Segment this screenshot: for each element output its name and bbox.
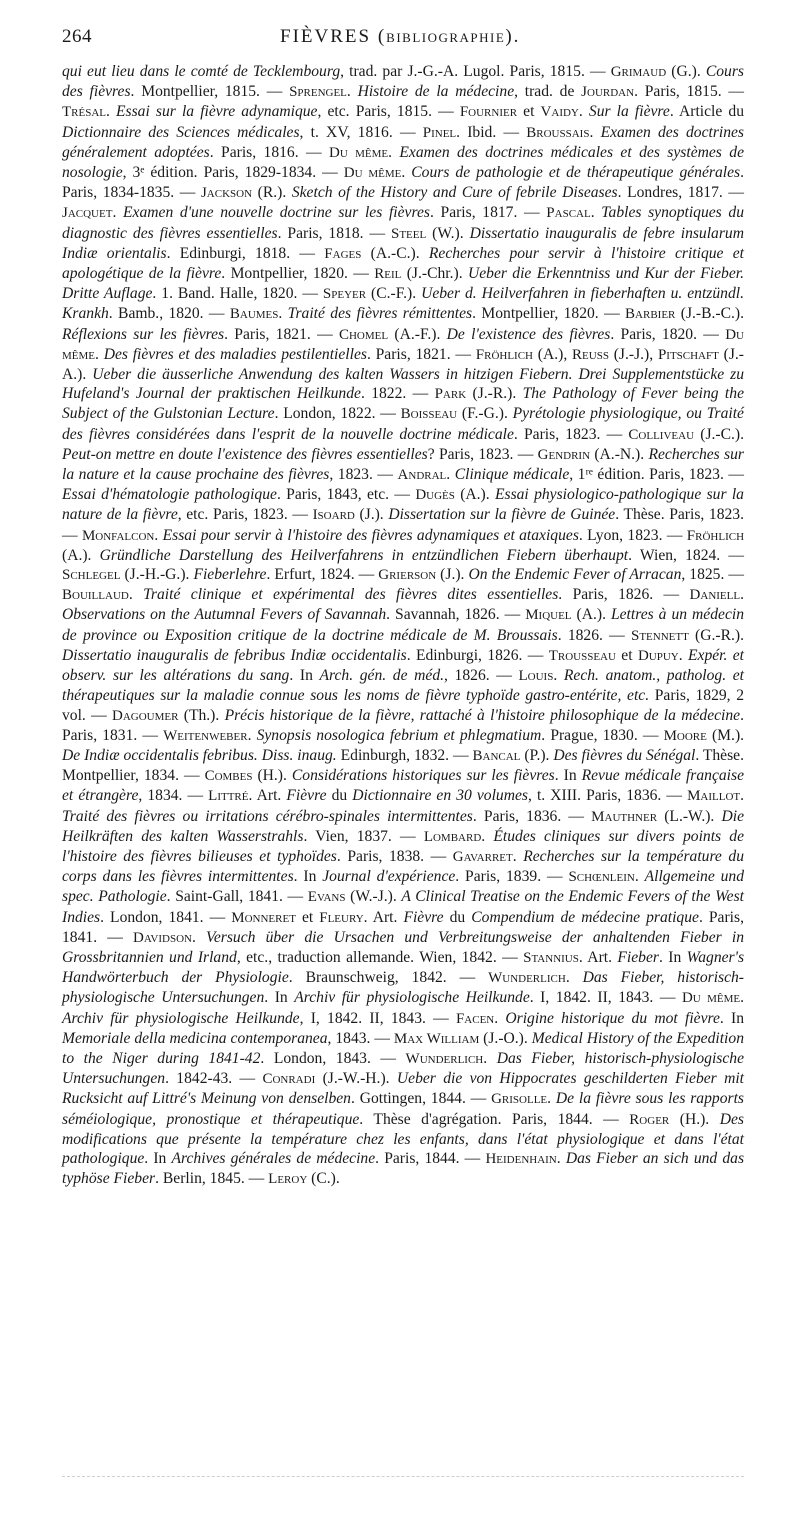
text-run: et (295, 908, 320, 926)
text-run: (J.-H.-G.). (120, 566, 194, 584)
work-title: Considérations historiques sur les fièvres (291, 767, 555, 785)
author-name: Louis (518, 668, 554, 685)
text-run: du (326, 787, 353, 805)
author-name: Grimaud (610, 64, 667, 80)
text-run: (A.-C.). (361, 244, 429, 262)
work-title: Examen d'une nouvelle doctrine sur les fièvres (123, 204, 430, 222)
text-run: . (740, 787, 745, 805)
work-title: Essai d'hématologie pathologique (62, 486, 277, 504)
text-run: . Gottingen, 1844. — (350, 1090, 492, 1108)
text-run: . In (144, 1149, 172, 1167)
text-run: ? Paris, 1823. — (427, 445, 538, 463)
author-name: Chomel (338, 326, 389, 343)
text-run: . Paris, 1816. — (209, 143, 330, 161)
text-run: . (401, 164, 412, 182)
text-run: . In (264, 989, 295, 1007)
author-name: Mauthner (591, 808, 658, 825)
text-run: (J.). (354, 506, 389, 524)
work-title: Journal d'expérience (322, 868, 456, 886)
work-title: Das Fieber an sich und das typhöse Fieber (62, 1149, 745, 1188)
text-run: . (678, 646, 688, 664)
work-title: Fièvre (403, 908, 444, 926)
text-run: . Paris, 1818. — (277, 224, 391, 242)
author-name: Wunderlich (405, 1050, 484, 1067)
text-run: . Erfurt, 1824. — (266, 566, 379, 584)
author-name: Schœnlein (568, 869, 635, 886)
text-run: . Wien, 1824. — (628, 546, 744, 564)
work-title: Essai sur la fièvre adynamique (116, 103, 318, 121)
text-run: . In (293, 868, 323, 886)
text-run: (J.-R.). (466, 385, 523, 403)
author-name: Trousseau (548, 647, 616, 664)
text-run: . 1822. — (360, 385, 435, 403)
text-run: . (740, 989, 744, 1007)
text-run: . Bamb., 1820. — (108, 305, 230, 323)
author-name: Weitenweber (163, 727, 248, 744)
text-run: Edinburgh, 1832. — (336, 746, 473, 764)
text-run: , etc. Paris, 1815. — (317, 103, 460, 121)
author-name: Davidson (133, 929, 192, 946)
text-run: . Article du (669, 103, 745, 121)
author-name: Reil (374, 266, 402, 283)
work-title: Fieberlehre (193, 566, 267, 584)
text-run: . London, 1843. — (260, 1049, 406, 1067)
text-run: (W.). (426, 224, 470, 242)
work-title: Origine historique du mot fièvre (505, 1009, 720, 1027)
text-run: (H.). (252, 767, 292, 785)
text-run: . Art. (363, 908, 404, 926)
page-number: 264 (62, 26, 92, 47)
running-head (280, 26, 520, 48)
text-run: . Paris, 1841. — (62, 908, 744, 946)
text-run: . (191, 928, 207, 946)
text-run: (J.-O.). (479, 1029, 532, 1047)
work-title: Fièvre (286, 787, 327, 805)
author-name: Vaidy (540, 104, 579, 121)
author-name: Pascal (546, 205, 591, 222)
work-title: A Clinical Treatise on the Endemic Fevers of the West Indies (62, 888, 744, 926)
work-title: Compendium de médecine pratique (471, 908, 699, 926)
text-run: . (553, 667, 564, 685)
author-name: Isoard (312, 507, 355, 524)
text-run: . Paris, 1826. — (558, 586, 690, 604)
work-title: Dictionnaire des Sciences médicales (62, 123, 300, 141)
text-run: . (565, 969, 583, 987)
text-run: . (634, 868, 645, 886)
text-run: (A.). (454, 486, 495, 504)
author-name: Trésal (62, 104, 106, 121)
text-run: . Thèse. Paris, 1823. — (62, 506, 744, 544)
text-run: . London, 1822. — (274, 405, 401, 423)
author-name: Boisseau (400, 406, 458, 423)
text-run: (L.-W.). (657, 807, 722, 825)
text-run: (A.-N.). (590, 445, 649, 463)
author-name: Bancal (472, 747, 521, 764)
running-head-subtitle: BIBLIOGRAPHIE (386, 30, 506, 45)
text-run: (M.). (706, 726, 745, 744)
work-title: On the Endemic Fever of Arracan (468, 566, 682, 584)
text-run: . Montpellier, 1820. — (472, 305, 626, 323)
text-run: . (556, 1149, 566, 1167)
author-name: Dugès (415, 487, 455, 504)
text-run: . (106, 103, 117, 121)
text-run: . Edinburgi, 1826. — (406, 646, 549, 664)
text-run: . Ibid. — (456, 123, 527, 141)
author-name: Fleury (319, 909, 364, 926)
text-run: . (494, 1009, 506, 1027)
text-run: . Berlin, 1845. — (155, 1170, 269, 1188)
author-name: Pitschaft (657, 346, 719, 363)
text-run: . (740, 586, 744, 604)
text-run: , etc. Paris, 1823. — (177, 506, 313, 524)
work-title: Réflexions sur les fièvres (62, 325, 225, 343)
text-run: . Paris, 1821. — (224, 325, 339, 343)
author-name: Grisolle (491, 1091, 548, 1108)
work-title: Traité des fièvres rémittentes (287, 305, 473, 323)
running-head-main: FIÈVRES ( (280, 26, 387, 47)
work-title: qui eut lieu dans le comté de Tecklembourg (62, 63, 341, 80)
text-run: et (615, 646, 638, 664)
author-name: Leroy (268, 1171, 308, 1188)
text-run: . (446, 466, 455, 484)
work-title: Sur la fièvre (588, 103, 670, 121)
work-title: Dissertatio inauguralis de febre insularum Indiæ orientalis (62, 224, 744, 262)
text-run: . Paris, 1836. — (472, 807, 592, 825)
work-title: Archives générales de médecine (171, 1149, 376, 1167)
author-name: Combes (204, 768, 253, 785)
author-name: Colliveau (628, 426, 695, 443)
text-run: . (388, 143, 400, 161)
work-title: Ueber die Erkenntniss und Kur der Fieber. Dritte Auflage (62, 265, 744, 303)
text-run: (J.-Chr.). (401, 265, 468, 283)
text-run: . In (554, 767, 582, 785)
text-run: , 1843. — (327, 1029, 394, 1047)
author-name: Schlegel (62, 567, 121, 584)
text-run: . 1826. — (557, 626, 631, 644)
work-title: Allgemeine und spec. Pathologie (62, 868, 745, 906)
text-run: . (483, 1049, 497, 1067)
text-run: (C.-F.). (366, 285, 422, 303)
author-name: Gavarret (452, 848, 513, 865)
work-title: Die Heilkräften des kalten Wasserstrahls (62, 807, 744, 845)
work-title: Arch. gén. de méd. (319, 667, 445, 685)
text-run: Paris, 1829, 2 vol. — (62, 687, 745, 724)
bottom-rule (62, 1476, 744, 1477)
author-name: Evans (307, 889, 346, 906)
work-title: Rech. anatom., patholog. et thérapeutiques sur la maladie connue sous les noms de fièvre typhoïde gastro-entérite, etc. (62, 667, 744, 705)
text-run: . Edinburgi, 1818. — (166, 244, 325, 262)
author-name: Littré (208, 788, 249, 805)
text-run: . (95, 345, 104, 363)
text-run: . Art. (248, 787, 287, 805)
work-title: Des modifications que présente la température chez les enfants, dans l'état physiologique et dans l'état pathologique (62, 1110, 744, 1167)
author-name: Dagoumer (112, 707, 179, 724)
text-run: (P.). (520, 746, 554, 764)
text-run: . (128, 586, 144, 604)
text-run: (J.-W.-H.). (315, 1070, 397, 1088)
author-name: Fournier (459, 104, 518, 121)
author-name: Steel (391, 225, 427, 242)
text-run: (C.). (307, 1170, 340, 1188)
text-run: . Paris, 1844. — (375, 1149, 486, 1167)
text-run: (A.-F.). (388, 325, 447, 343)
work-title: Cours de pathologie et de thérapeutique générales (411, 164, 741, 182)
text-run: . London, 1841. — (100, 908, 232, 926)
text-run: , t. XV, 1816. — (299, 123, 423, 141)
work-title: Dissertation sur la fièvre de Guinée (388, 506, 616, 524)
text-run: . (589, 123, 601, 141)
author-name: Fages (324, 245, 362, 262)
author-name: Du même (329, 144, 389, 161)
text-run: et (517, 103, 541, 121)
text-run: . Londres, 1817. — (617, 184, 744, 202)
text-run: . Montpellier, 1820. — (221, 265, 375, 283)
text-run: . 1842-43. — (165, 1070, 263, 1088)
author-name: Monfalcon (81, 527, 155, 544)
work-title: Histoire de la médecine (357, 83, 515, 101)
text-run: (R.). (252, 184, 292, 202)
text-run: . (154, 526, 163, 544)
text-run: (J.-A.). (62, 345, 744, 384)
text-run: , 1834. — (138, 787, 209, 805)
text-run: , 1823. — (329, 466, 398, 484)
author-name: Stannius (523, 949, 579, 966)
text-run: . Thèse. Montpellier, 1834. — (62, 746, 744, 785)
author-name: Bouillaud (62, 587, 129, 604)
author-name: Speyer (322, 286, 367, 303)
work-title: Das Fieber, historisch-physiologische Untersuchungen (62, 969, 745, 1007)
text-run: . (590, 204, 602, 222)
author-name: Grierson (378, 567, 437, 584)
work-title: Dictionnaire en 30 volumes (352, 787, 528, 805)
text-run: . Art. (578, 948, 618, 966)
text-run: (W.-J.). (345, 888, 402, 906)
work-title: Pyrétologie physiologique, ou Traité des fièvres considérées dans l'esprit de la nouvelle doctrine médicale (62, 405, 744, 443)
work-title: De l'existence des fièvres (446, 325, 611, 343)
text-run: , 3ᵉ édition. Paris, 1829-1834. — (122, 164, 344, 182)
text-run: . Paris, 1839. — (455, 868, 569, 886)
text-run: . (278, 305, 288, 323)
text-run: (G.). (666, 63, 706, 80)
work-title: Ueber die äusserliche Anwendung des kalten Wassers in hitzigen Fiebern. Drei Supplementstücke zu Hufeland's Journal der praktischen Heilkunde (62, 366, 744, 403)
author-name: Dupuy (637, 647, 679, 664)
work-title: Synopsis nosologica febrium et phlegmatium (256, 726, 542, 744)
author-name: Jacquet (62, 205, 113, 222)
author-name: Park (434, 386, 467, 403)
text-run: . Braunschweig, 1842. — (288, 969, 489, 987)
author-name: Daniell (689, 587, 741, 604)
text-run: . (481, 827, 494, 845)
author-name: Pinel (422, 124, 457, 141)
text-run: . Savannah, 1826. — (386, 606, 526, 624)
author-name: Miquel (525, 607, 572, 624)
work-title: Recherches sur la nature et la cause prochaine des fièvres (62, 445, 744, 484)
author-name: Jackson (200, 185, 253, 202)
work-title: Ueber d. Heilverfahren in fieberhaften u. entzündl. Krankh (62, 285, 744, 323)
work-title: Dissertatio inauguralis de febribus Indiæ occidentalis (62, 646, 407, 664)
text-run: . (346, 83, 358, 101)
text-run: . Paris, 1843, etc. — (276, 486, 416, 504)
text-run: . Paris, 1820. — (610, 325, 726, 343)
author-name: Max William (393, 1030, 480, 1047)
text-run: (A.). (571, 606, 611, 624)
author-name: Stennett (630, 627, 689, 644)
work-title: Archiv für physiologische Heilkunde (294, 989, 530, 1007)
work-title: Das Fieber, historisch-physiologische Untersuchungen (62, 1049, 745, 1088)
author-name: Barbier (625, 306, 676, 323)
work-title: Memoriale della medicina contemporanea (62, 1029, 328, 1047)
author-name: Du même (62, 326, 744, 363)
text-run: (J.). (436, 566, 469, 584)
text-run: . Vien, 1837. — (303, 827, 424, 845)
work-title: Peut-on mettre en doute l'existence des fièvres essentielles (62, 445, 428, 463)
work-title: Des fièvres du Sénégal (553, 746, 696, 764)
work-title: Tables synoptiques du diagnostic des fièvres essentielles (62, 204, 744, 242)
text-run: , t. XIII. Paris, 1836. — (528, 787, 688, 805)
text-run: . Lyon, 1823. — (578, 526, 687, 544)
work-title: Cours des fièvres (62, 63, 744, 101)
text-run: (A.). (62, 546, 100, 564)
text-run: , I, 1842. II, 1843. — (299, 1009, 456, 1027)
work-title: De Indiæ occidentalis febribus. Diss. inaug. (62, 746, 337, 764)
author-name: Baumes (229, 306, 279, 323)
work-title: Traité des fièvres ou irritations cérébro-spinales intermittentes (62, 807, 473, 825)
author-name: Reuss (572, 346, 609, 363)
text-run: . Thèse d'agrégation. Paris, 1844. — (359, 1110, 630, 1128)
author-name: Gendrin (537, 446, 591, 463)
author-name: Fröhlich (686, 527, 745, 544)
author-name: Maillot (687, 788, 741, 805)
text-run: . Paris, 1823. — (513, 425, 629, 443)
author-name: Andral (397, 467, 447, 484)
text-run: . 1. Band. Halle, 1820. — (152, 285, 323, 303)
text-run: . Paris, 1838. — (336, 847, 453, 865)
text-run: . (247, 726, 257, 744)
text-run: . Montpellier, 1815. — (130, 83, 290, 101)
work-title: Lettres à un médecin de province ou Exposition critique de la doctrine médicale de M. Broussais (62, 606, 744, 644)
text-run: , trad. de (514, 83, 582, 101)
author-name: Du même (343, 165, 402, 182)
text-run: (J.-B.-C.). (675, 305, 744, 323)
author-name: Broussais (526, 124, 590, 141)
work-title: Examen des doctrines généralement adoptées (62, 123, 745, 161)
work-title: Medical History of the Expedition to the Niger during 1841-42 (62, 1029, 744, 1067)
text-run: , etc., traduction allemande. Wien, 1842. — (236, 948, 524, 966)
text-run: . Paris, 1815. — (634, 83, 745, 101)
work-title: Gründliche Darstellung des Heilverfahrens in entzündlichen Fiebern überhaupt (99, 546, 629, 564)
work-title: Des fièvres et des maladies pestilentielles (103, 345, 367, 363)
text-run: (F.-G.). (457, 405, 513, 423)
work-title: Archiv für physiologische Heilkunde (62, 1009, 300, 1027)
text-run: du (443, 908, 472, 926)
work-title: De la fièvre sous les rapports séméiologique, pronostique et thérapeutique (62, 1090, 744, 1128)
text-run: . Paris, 1821. — (366, 345, 476, 363)
text-run: (A.), (533, 345, 573, 363)
author-name: Lombard (423, 828, 482, 845)
text-run: (J.-J.), (608, 345, 658, 363)
work-title: Études cliniques sur divers points de l'histoire des fièvres bilieuses et typhoïdes (62, 827, 745, 865)
author-name: Sprengel (289, 84, 347, 101)
work-title: Wagner's Handwörterbuch der Physiologie (62, 948, 745, 987)
text-run: (H.). (669, 1110, 720, 1128)
work-title: Recherches sur la température du corps dans les fièvres intermittentes (62, 847, 745, 886)
bibliography-paragraph (62, 62, 744, 1189)
author-name: Du même (681, 990, 741, 1007)
running-head-end: ). (505, 26, 521, 47)
work-title: Précis historique de la fièvre, rattaché à l'histoire philosophique de la médecine (224, 706, 741, 724)
author-name: Fröhlich (475, 346, 533, 363)
work-title: Essai physiologico-pathologique sur la nature de la fièvre (62, 486, 744, 524)
text-run: , 1ʳᵉ édition. Paris, 1823. — (569, 466, 744, 484)
text-run: . (578, 103, 589, 121)
work-title: Recherches pour servir à l'histoire critique et apologétique de la fièvre (62, 244, 745, 283)
text-run: . In (658, 948, 687, 966)
work-title: Revue médicale française et étrangère (62, 767, 744, 805)
text-run: . I, 1842. II, 1843. — (529, 989, 682, 1007)
text-run: . Paris, 1817. — (429, 204, 547, 222)
page-header (62, 26, 744, 56)
author-name: Facen (455, 1010, 495, 1027)
text-run: (G.-R.). (688, 626, 744, 644)
text-run: . Prague, 1830. — (541, 726, 664, 744)
author-name: Heidenhain (485, 1150, 557, 1167)
work-title: Sketch of the History and Cure of febrile Diseases (291, 184, 618, 202)
work-title: Essai pour servir à l'histoire des fièvres adynamiques et ataxiques (162, 526, 579, 544)
text-run: . (112, 204, 124, 222)
text-run: . In (289, 667, 320, 685)
text-run: . Paris, 1834-1835. — (62, 164, 744, 202)
text-run: , 1826. — (444, 667, 519, 685)
text-run: . In (719, 1009, 745, 1027)
text-run: , 1825. — (681, 566, 744, 584)
text-run: . (547, 1090, 556, 1108)
text-run: . Saint-Gall, 1841. — (166, 888, 308, 906)
author-name: Monneret (231, 909, 296, 926)
work-title: Examen des doctrines médicales et des systèmes de nosologie (62, 143, 744, 182)
text-run: , trad. par J.-G.-A. Lugol. Paris, 1815. — (340, 63, 611, 80)
work-title: Clinique médicale (454, 466, 570, 484)
work-title: Versuch über die Ursachen und Verbreitungsweise der anhaltenden Fieber in Grossbritannien und Irland (62, 928, 744, 966)
work-title: Expér. et observ. sur les altérations du sang (62, 646, 745, 685)
text-run: . Paris, 1831. — (62, 706, 744, 744)
text-run: . (512, 847, 524, 865)
author-name: Moore (663, 727, 707, 744)
author-name: Wunderlich (488, 970, 566, 987)
text-run: (Th.). (178, 706, 225, 724)
author-name: Roger (629, 1111, 670, 1128)
text-run: (J.-C.). (694, 425, 744, 443)
work-title: Traité clinique et expérimental des fièvres dites essentielles (143, 586, 559, 604)
work-title: Ueber die von Hippocrates geschilderten Fieber mit Rucksicht auf Littré's Meinung von denselben (62, 1070, 745, 1108)
work-title: Fieber (617, 948, 659, 966)
work-title: The Pathology of Fever being the Subject of the Gulstonian Lecture (62, 385, 744, 423)
work-title: Observations on the Autumnal Fevers of Savannah (62, 606, 387, 624)
author-name: Jourdan (581, 84, 635, 101)
author-name: Conradi (262, 1071, 316, 1088)
